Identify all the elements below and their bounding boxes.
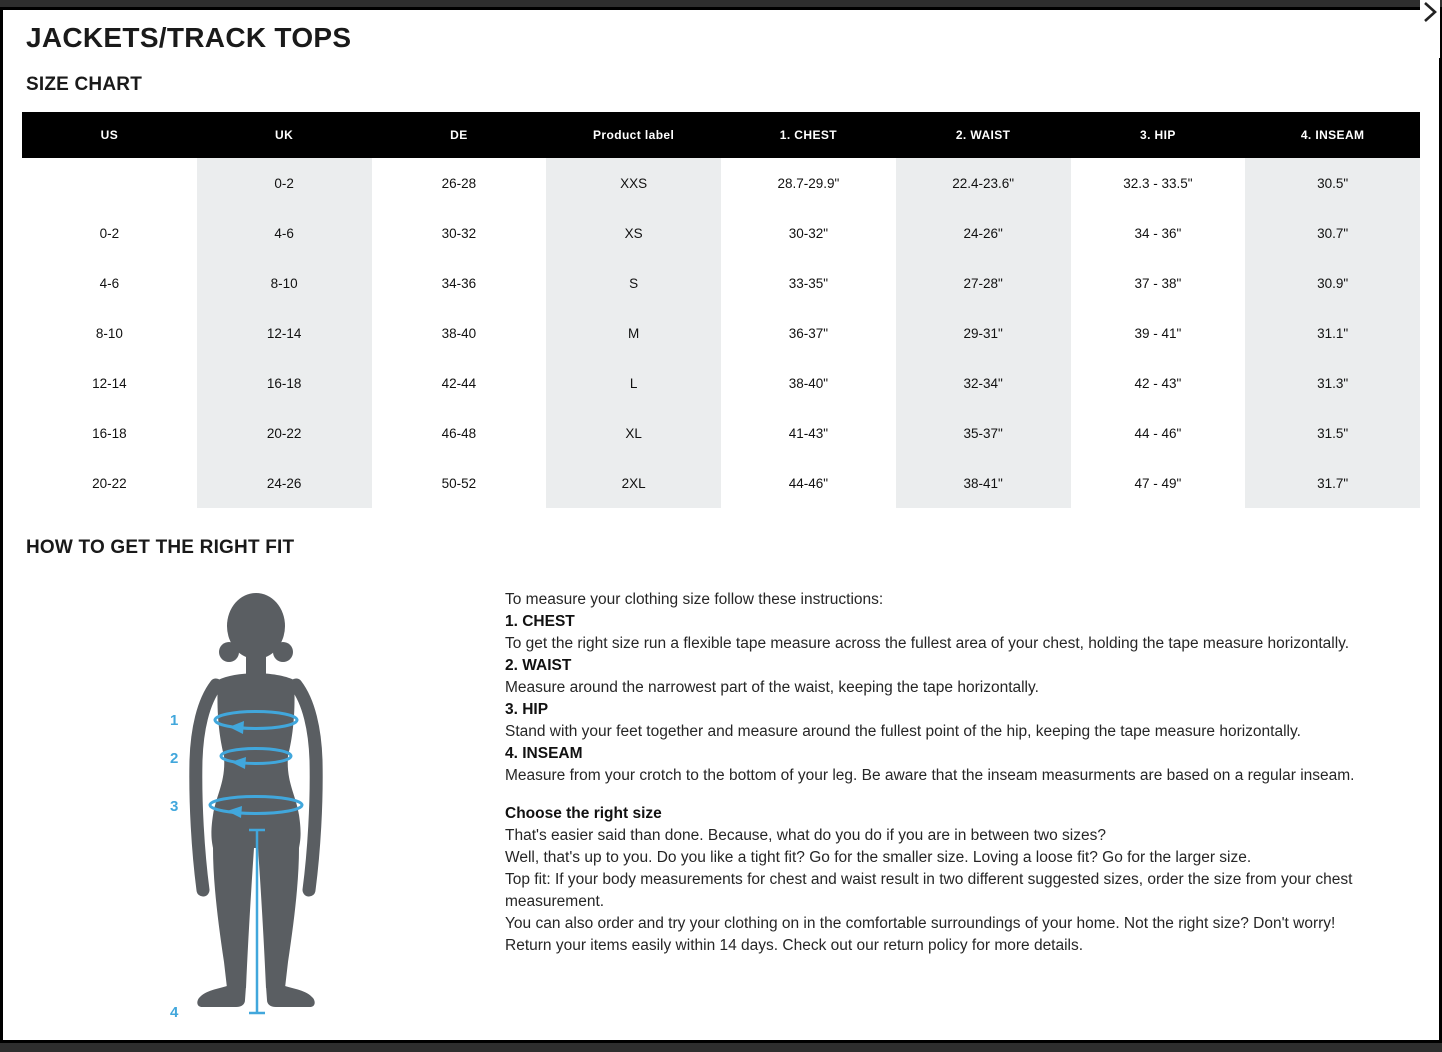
table-cell: 50-52: [441, 475, 477, 491]
table-cell: 31.1": [1245, 308, 1420, 358]
table-cell: 12-14: [92, 375, 127, 391]
table-cell: 24-26: [197, 458, 372, 508]
table-cell: 46-48: [441, 425, 477, 441]
size-chart-table: [22, 112, 1420, 508]
table-cell: [22, 158, 197, 208]
instructions-intro: To measure your clothing size follow these instructions:: [505, 591, 884, 608]
figure-label-hip: 3: [170, 798, 179, 815]
table-cell: 36-37": [788, 325, 829, 341]
table-cell: 31.7": [1245, 458, 1420, 508]
column-header: 3. HIP: [1071, 112, 1246, 158]
step-text-waist: Measure around the narrowest part of the waist, keeping the tape horizontally.: [505, 679, 1039, 696]
choose-line: You can also order and try your clothing on in the comfortable surroundings of your home. Not the right size? Don't worry!: [505, 915, 1336, 932]
table-cell: 30-32": [788, 225, 829, 241]
table-cell: 44 - 46": [1134, 425, 1182, 441]
table-row: [22, 458, 1420, 508]
table-cell: 28.7-29.9": [777, 175, 840, 191]
table-cell: 22.4-23.6": [896, 158, 1071, 208]
column-header: 2. WAIST: [896, 112, 1071, 158]
table-header-row: [22, 112, 1420, 158]
column-header: Product label: [546, 112, 721, 158]
choose-right-size-block: [505, 803, 1413, 957]
chevron-right-icon[interactable]: [1422, 1, 1438, 28]
table-cell: 33-35": [788, 275, 829, 291]
table-cell: 2XL: [546, 458, 721, 508]
table-row: [22, 208, 1420, 258]
table-cell: 8-10: [197, 258, 372, 308]
size-chart-heading: SIZE CHART: [26, 74, 142, 95]
table-cell: 44-46": [788, 475, 829, 491]
table-cell: 4-6: [197, 208, 372, 258]
figure-label-waist: 2: [170, 750, 179, 767]
step-label-chest: 1. CHEST: [505, 613, 575, 630]
table-cell: 31.5": [1245, 408, 1420, 458]
table-cell: 30.9": [1245, 258, 1420, 308]
table-cell: 20-22: [197, 408, 372, 458]
table-cell: 4-6: [99, 275, 120, 291]
table-cell: 38-41": [896, 458, 1071, 508]
table-cell: 24-26": [896, 208, 1071, 258]
choose-line: Top fit: If your body measurements for chest and waist result in two different suggested sizes, order the size from your chest measurement.: [505, 871, 1353, 910]
table-cell: XL: [546, 408, 721, 458]
table-cell: 39 - 41": [1134, 325, 1182, 341]
table-cell: 30.5": [1245, 158, 1420, 208]
table-cell: 20-22: [92, 475, 127, 491]
table-cell: 41-43": [788, 425, 829, 441]
table-cell: 16-18: [197, 358, 372, 408]
column-header: 1. CHEST: [721, 112, 896, 158]
page-bottom-edge: [0, 1040, 1442, 1052]
table-cell: 0-2: [197, 158, 372, 208]
table-cell: XS: [546, 208, 721, 258]
table-cell: 8-10: [95, 325, 123, 341]
table-row: [22, 408, 1420, 458]
table-cell: 12-14: [197, 308, 372, 358]
table-cell: 29-31": [896, 308, 1071, 358]
step-text-chest: To get the right size run a flexible tape measure across the fullest area of your chest, holding the tape measure horizontally.: [505, 635, 1350, 652]
table-cell: 37 - 38": [1134, 275, 1182, 291]
table-cell: 27-28": [896, 258, 1071, 308]
choose-line: Well, that's up to you. Do you like a tight fit? Go for the smaller size. Loving a loose fit? Go for the larger size.: [505, 849, 1252, 866]
table-row: [22, 258, 1420, 308]
step-text-hip: Stand with your feet together and measure around the fullest point of the hip, keeping the tape measure horizontally.: [505, 723, 1301, 740]
step-text-inseam: Measure from your crotch to the bottom of your leg. Be aware that the inseam measurments are based on a regular inseam.: [505, 767, 1355, 784]
table-cell: 30-32: [441, 225, 477, 241]
table-cell: 0-2: [99, 225, 120, 241]
column-header: 4. INSEAM: [1245, 112, 1420, 158]
table-cell: M: [546, 308, 721, 358]
column-header: DE: [372, 112, 547, 158]
column-header: US: [22, 112, 197, 158]
table-cell: XXS: [546, 158, 721, 208]
column-header: UK: [197, 112, 372, 158]
table-cell: 34-36: [441, 275, 477, 291]
modal-border-left: [0, 10, 3, 1040]
choose-line: Return your items easily within 14 days. Check out our return policy for more details.: [505, 937, 1084, 954]
fit-heading: HOW TO GET THE RIGHT FIT: [26, 537, 295, 558]
table-row: [22, 358, 1420, 408]
table-cell: 35-37": [896, 408, 1071, 458]
table-cell: 31.3": [1245, 358, 1420, 408]
figure-label-inseam: 4: [170, 1004, 179, 1021]
table-cell: 26-28: [441, 175, 477, 191]
choose-label: Choose the right size: [505, 805, 662, 822]
body-silhouette-illustration: [166, 590, 346, 1030]
table-cell: 47 - 49": [1134, 475, 1182, 491]
table-cell: S: [546, 258, 721, 308]
table-cell: 32-34": [896, 358, 1071, 408]
table-cell: 42 - 43": [1134, 375, 1182, 391]
table-cell: 30.7": [1245, 208, 1420, 258]
table-row: [22, 308, 1420, 358]
table-cell: 34 - 36": [1134, 225, 1182, 241]
measurement-figure: [166, 590, 346, 1030]
table-cell: 42-44: [441, 375, 477, 391]
table-cell: 16-18: [92, 425, 127, 441]
choose-line: That's easier said than done. Because, what do you do if you are in between two sizes?: [505, 827, 1106, 844]
figure-label-chest: 1: [170, 712, 179, 729]
table-cell: L: [546, 358, 721, 408]
step-label-waist: 2. WAIST: [505, 657, 572, 674]
table-cell: 32.3 - 33.5": [1123, 175, 1193, 191]
fit-instructions: [505, 589, 1413, 957]
table-cell: 38-40": [788, 375, 829, 391]
page-top-edge: [0, 0, 1442, 10]
page-title: JACKETS/TRACK TOPS: [26, 22, 352, 53]
table-row: [22, 158, 1420, 208]
step-label-inseam: 4. INSEAM: [505, 745, 583, 762]
table-cell: 38-40: [441, 325, 477, 341]
step-label-hip: 3. HIP: [505, 701, 549, 718]
